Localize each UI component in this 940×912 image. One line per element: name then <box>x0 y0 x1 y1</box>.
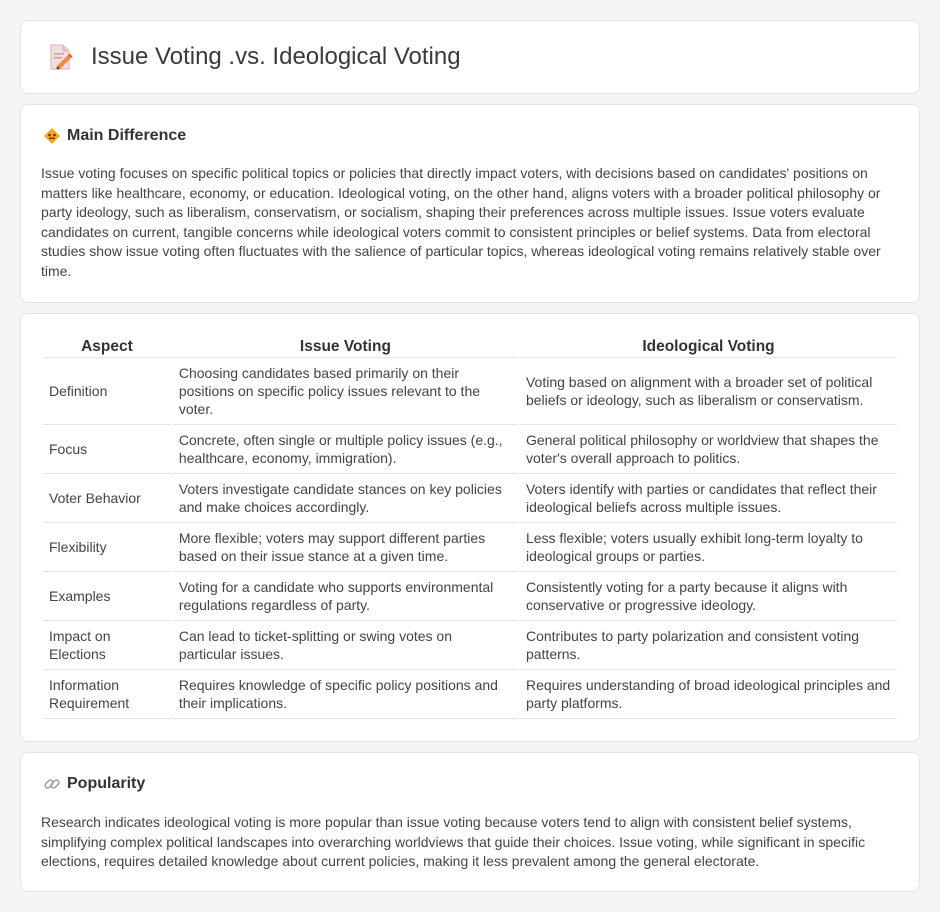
row-issue-voting: Choosing candidates based primarily on their positions on specific policy issues relevant to the voter. <box>173 358 518 425</box>
row-ideological-voting: Requires understanding of broad ideological principles and party platforms. <box>520 670 897 719</box>
row-ideological-voting: Consistently voting for a party because it aligns with conservative or progressive ideology. <box>520 572 897 621</box>
table-row <box>43 523 897 572</box>
comparison-table <box>41 336 899 719</box>
comparison-card <box>20 313 920 742</box>
link-icon <box>43 775 61 793</box>
page-title: Issue Voting .vs. Ideological Voting <box>91 43 461 70</box>
popularity-card <box>20 752 920 892</box>
row-issue-voting: More flexible; voters may support different parties based on their issue stance at a given time. <box>173 523 518 572</box>
title-card <box>20 20 920 94</box>
diamond-warning-icon <box>43 127 61 145</box>
popularity-header <box>43 775 145 793</box>
main-difference-text: Issue voting focuses on specific political topics or policies that directly impact voters, with decisions based on candidates' positions on matters like healthcare, economy, or education. Ideological voting, on the other hand, aligns voters with a broader political philosophy or party ideology, such as liberalism, conservatism, or socialism, shaping their preferences across multiple issues. Issue voters evaluate candidates on current, tangible concerns while ideological voters commit to consistent principles or belief systems. Data from electoral studies show issue voting often fluctuates with the salience of particular topics, whereas ideological voting remains relatively stable over time. <box>41 165 881 279</box>
header-ideological-voting: Ideological Voting <box>520 336 897 358</box>
popularity-text: Research indicates ideological voting is more popular than issue voting because voters tend to align with consistent belief systems, simplifying complex political landscapes into overarching worldviews that guide their choices. Issue voting, while significant in specific elections, requires detailed knowledge about current policies, making it less prevalent among the general electorate. <box>41 814 866 869</box>
table-header-row <box>43 336 897 358</box>
row-aspect: Information Requirement <box>43 670 171 719</box>
row-aspect: Focus <box>43 425 171 474</box>
table-row <box>43 621 897 670</box>
table-row <box>43 358 897 425</box>
table-row <box>43 425 897 474</box>
row-ideological-voting: Contributes to party polarization and consistent voting patterns. <box>520 621 897 670</box>
header-aspect: Aspect <box>43 336 171 358</box>
popularity-title: Popularity <box>67 775 146 792</box>
row-ideological-voting: Voters identify with parties or candidates that reflect their ideological beliefs across multiple issues. <box>520 474 897 523</box>
row-ideological-voting: General political philosophy or worldview that shapes the voter's overall approach to politics. <box>520 425 897 474</box>
row-issue-voting: Voting for a candidate who supports environmental regulations regardless of party. <box>173 572 518 621</box>
header-issue-voting: Issue Voting <box>173 336 518 358</box>
row-issue-voting: Concrete, often single or multiple policy issues (e.g., healthcare, economy, immigration). <box>173 425 518 474</box>
main-difference-card <box>20 104 920 303</box>
row-ideological-voting: Less flexible; voters usually exhibit long-term loyalty to ideological groups or parties. <box>520 523 897 572</box>
document-edit-icon <box>45 42 75 72</box>
table-row <box>43 474 897 523</box>
row-aspect: Voter Behavior <box>43 474 171 523</box>
table-row <box>43 572 897 621</box>
table-row <box>43 670 897 719</box>
row-ideological-voting: Voting based on alignment with a broader set of political beliefs or ideology, such as liberalism or conservatism. <box>520 358 897 425</box>
row-aspect: Examples <box>43 572 171 621</box>
row-aspect: Impact on Elections <box>43 621 171 670</box>
row-issue-voting: Requires knowledge of specific policy positions and their implications. <box>173 670 518 719</box>
row-issue-voting: Can lead to ticket-splitting or swing votes on particular issues. <box>173 621 518 670</box>
row-aspect: Flexibility <box>43 523 171 572</box>
title-row <box>45 42 461 72</box>
row-issue-voting: Voters investigate candidate stances on key policies and make choices accordingly. <box>173 474 518 523</box>
main-difference-title: Main Difference <box>67 127 187 144</box>
row-aspect: Definition <box>43 358 171 425</box>
main-difference-header <box>43 127 186 145</box>
